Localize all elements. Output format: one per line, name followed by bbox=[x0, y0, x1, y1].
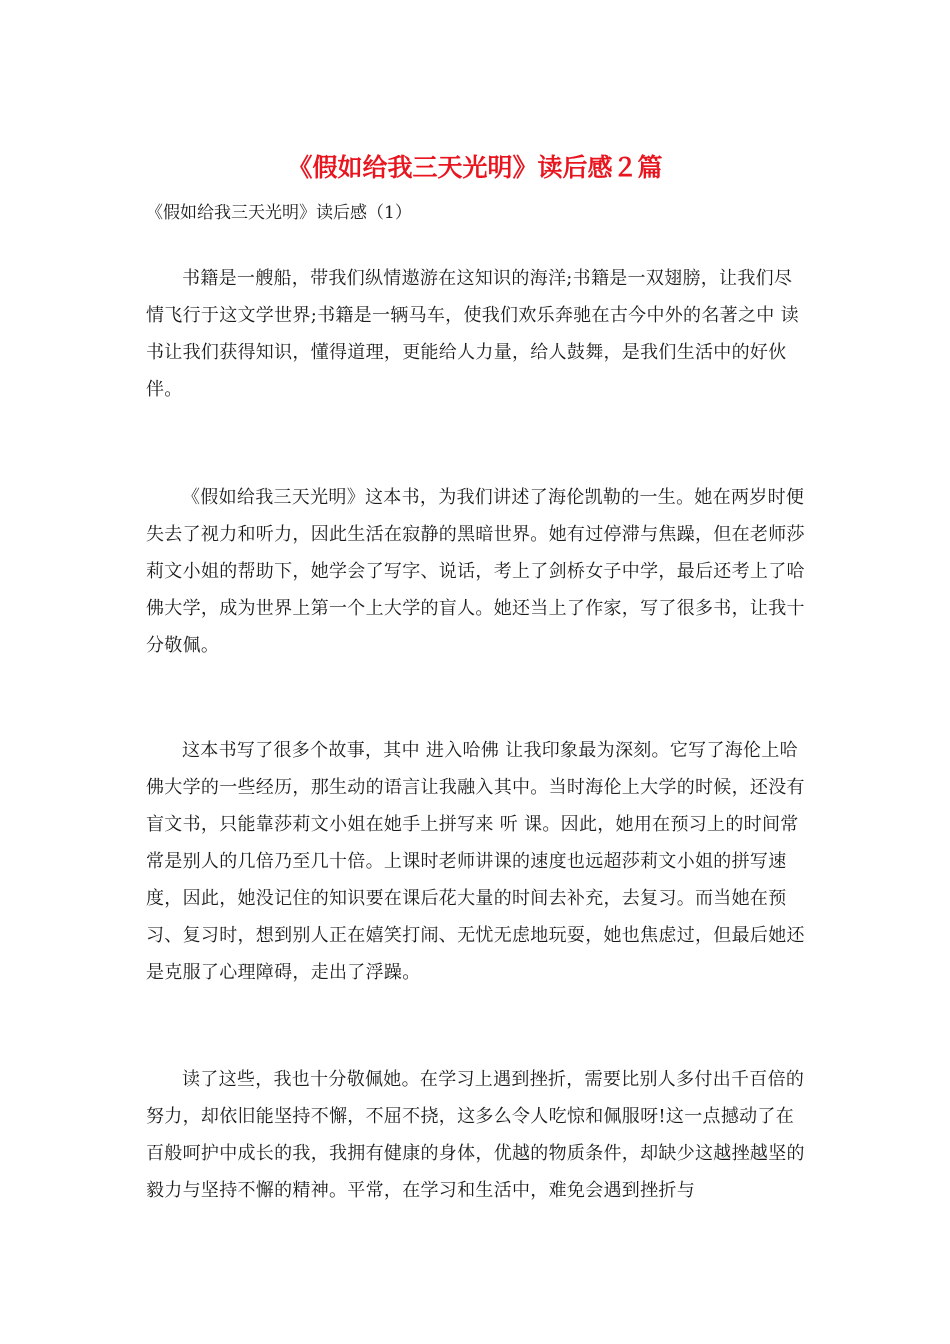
paragraph-text: 《假如给我三天光明》这本书，为我们讲述了海伦凯勒的一生。她在两岁时便失去了视力和听力，因此生活在寂静的黑暗世界。她有过停滞与焦躁，但在老师莎莉文小姐的帮助下，她学会了写字、说话，考上了剑桥女子中学，最后还考上了哈佛大学，成为世界上第一个上大学的盲人。她还当上了作家，写了很多书，让我十分敬佩。 bbox=[146, 487, 805, 656]
paragraph-1 bbox=[146, 260, 806, 408]
document-title: 《假如给我三天光明》读后感２篇 bbox=[287, 153, 663, 182]
paragraph-text: 这本书写了很多个故事，其中 进入哈佛 让我印象最为深刻。它写了海伦上哈佛大学的一些经历，那生动的语言让我融入其中。当时海伦上大学的时候，还没有盲文书，只能靠莎莉文小姐在她手上拼写来 听 课。因此，她用在预习上的时间常常是别人的几倍乃至几十倍。上课时老师讲课的速度也远超莎莉文小姐的拼写速度，因此，她没记住的知识要在课后花大量的时间去补充，去复习。而当她在预习、复习时，想到别人正在嬉笑打闹、无忧无虑地玩耍，她也焦虑过，但最后她还是克服了心理障碍，走出了浮躁。 bbox=[146, 740, 805, 983]
paragraph-4 bbox=[146, 1061, 806, 1209]
document-subtitle: 《假如给我三天光明》读后感（1） bbox=[146, 203, 412, 223]
paragraph-text: 读了这些，我也十分敬佩她。在学习上遇到挫折，需要比别人多付出千百倍的努力，却依旧能坚持不懈，不屈不挠，这多么令人吃惊和佩服呀!这一点撼动了在百般呵护中成长的我，我拥有健康的身体，优越的物质条件，却缺少这越挫越坚的毅力与坚持不懈的精神。平常，在学习和生活中，难免会遇到挫折与 bbox=[146, 1069, 805, 1201]
paragraph-3 bbox=[146, 732, 806, 991]
paragraph-text: 书籍是一艘船，带我们纵情遨游在这知识的海洋;书籍是一双翅膀，让我们尽情飞行于这文学世界;书籍是一辆马车，使我们欢乐奔驰在古今中外的名著之中 读书让我们获得知识，懂得道理，更能给人力量，给人鼓舞，是我们生活中的好伙伴。 bbox=[146, 268, 799, 400]
paragraph-2 bbox=[146, 479, 806, 664]
